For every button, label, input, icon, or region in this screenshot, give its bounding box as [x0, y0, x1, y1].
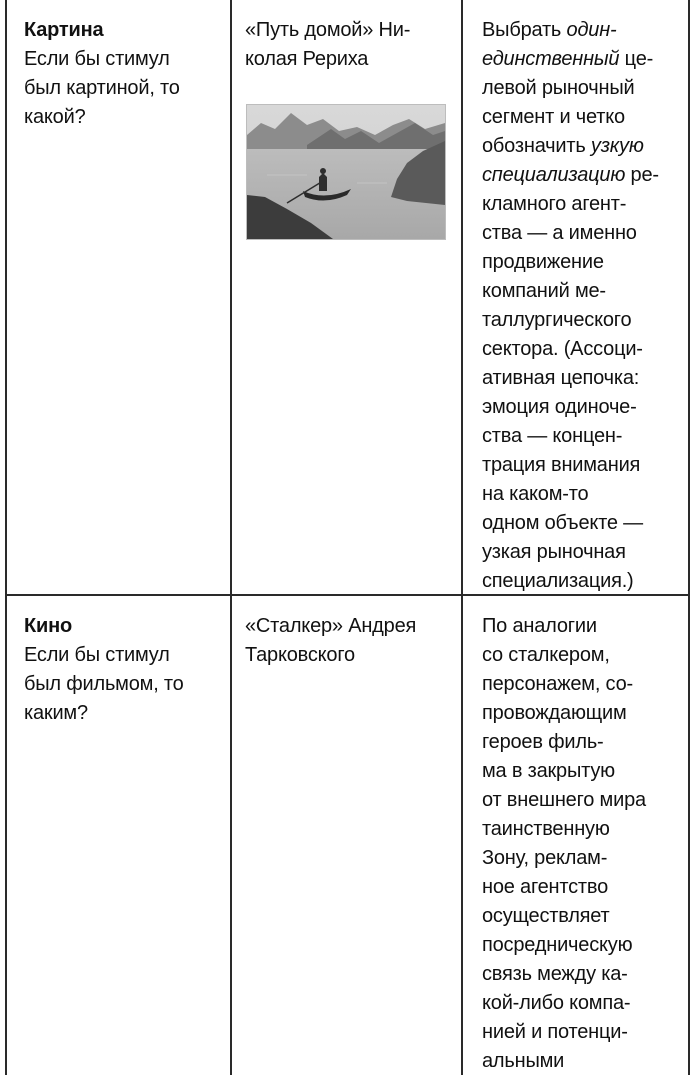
explanation-line	[482, 393, 680, 422]
explanation-text-run: связь между ка-	[482, 963, 628, 985]
explanation-line	[482, 931, 680, 960]
explanation-text-run: эмоция одиноче-	[482, 396, 637, 418]
explanation-line	[482, 902, 680, 931]
explanation-line	[482, 132, 680, 161]
explanation-text-run: ма в закрытую	[482, 760, 615, 782]
explanation-line	[482, 786, 680, 815]
explanation-line	[482, 277, 680, 306]
explanation-text-run: продвижение	[482, 251, 604, 273]
explanation-text-run: нией и потенци-	[482, 1021, 628, 1043]
explanation-line	[482, 699, 680, 728]
explanation-text-run: це-	[619, 48, 654, 70]
explanation-text-run: узкую	[590, 135, 644, 157]
explanation-text-run: трация внимания	[482, 454, 641, 476]
question-line: какой?	[24, 106, 86, 128]
explanation-text-run: осуществляет	[482, 905, 610, 927]
category-title: Картина	[24, 19, 104, 41]
explanation-line	[482, 960, 680, 989]
explanation-line	[482, 612, 680, 641]
explanation-line	[482, 74, 680, 103]
explanation-text-run: специализация.)	[482, 570, 634, 592]
explanation-line	[482, 989, 680, 1018]
category-cell	[7, 596, 232, 1075]
explanation-text-run: кламного агент-	[482, 193, 627, 215]
example-line: колая Рериха	[245, 48, 369, 70]
explanation-line	[482, 190, 680, 219]
explanation-text-run: узкая рыночная	[482, 541, 626, 563]
example-line: «Путь домой» Ни-	[245, 19, 411, 41]
explanation-line	[482, 16, 680, 45]
question-line: Если бы стимул	[24, 48, 170, 70]
explanation-line	[482, 422, 680, 451]
explanation-text-run: Зону, реклам-	[482, 847, 608, 869]
question-line: каким?	[24, 702, 88, 724]
painting-illustration	[247, 105, 445, 239]
explanation-line	[482, 567, 680, 596]
explanation-text-run: ре-	[625, 164, 659, 186]
explanation-line	[482, 306, 680, 335]
explanation-text-run: левой рыночный	[482, 77, 635, 99]
explanation-text-run: альными	[482, 1050, 565, 1072]
example-line: Тарковского	[245, 644, 355, 666]
explanation-line	[482, 45, 680, 74]
explanation-line	[482, 844, 680, 873]
explanation-text-run: ативная цепочка:	[482, 367, 640, 389]
category-cell	[7, 0, 232, 594]
explanation-line	[482, 873, 680, 902]
explanation-text-run: провождающим	[482, 702, 627, 724]
explanation-text-run: обозначить	[482, 135, 591, 157]
explanation-line	[482, 335, 680, 364]
explanation-text-run: один-	[566, 19, 617, 41]
explanation-text-run: героев филь-	[482, 731, 604, 753]
explanation-line	[482, 364, 680, 393]
explanation-text-run: от внешнего мира	[482, 789, 646, 811]
explanation-line	[482, 248, 680, 277]
stimulus-table	[5, 0, 690, 1075]
table-row	[7, 0, 688, 596]
explanation-cell	[463, 596, 688, 1075]
example-line: «Сталкер» Андрея	[245, 615, 417, 637]
explanation-text-run: компаний ме-	[482, 280, 606, 302]
explanation-text-run: ства — концен-	[482, 425, 623, 447]
question-line: был фильмом, то	[24, 673, 184, 695]
explanation-cell	[463, 0, 688, 594]
explanation-line	[482, 219, 680, 248]
explanation-text-run: сегмент и четко	[482, 106, 625, 128]
explanation-line	[482, 538, 680, 567]
explanation-text-run: Выбрать	[482, 19, 567, 41]
explanation-text-run: единственный	[482, 48, 620, 70]
table-row	[7, 596, 688, 1075]
explanation-text-run: одном объекте —	[482, 512, 643, 534]
explanation-line	[482, 1047, 680, 1076]
explanation-text-run: со сталкером,	[482, 644, 610, 666]
explanation-text-run: ства — а именно	[482, 222, 637, 244]
explanation-line	[482, 815, 680, 844]
explanation-line	[482, 451, 680, 480]
explanation-line	[482, 1018, 680, 1047]
painting-image	[246, 104, 446, 240]
explanation-line	[482, 161, 680, 190]
explanation-text-run: кой-либо компа-	[482, 992, 631, 1014]
example-cell	[232, 0, 463, 594]
question-line: Если бы стимул	[24, 644, 170, 666]
explanation-text-run: ное агентство	[482, 876, 609, 898]
explanation-line	[482, 480, 680, 509]
explanation-line	[482, 728, 680, 757]
example-cell	[232, 596, 463, 1075]
explanation-text-run: посредническую	[482, 934, 633, 956]
category-title: Кино	[24, 615, 72, 637]
explanation-line	[482, 670, 680, 699]
question-line: был картиной, то	[24, 77, 180, 99]
explanation-text-run: сектора. (Ассоци-	[482, 338, 643, 360]
explanation-text-run: на каком-то	[482, 483, 589, 505]
explanation-line	[482, 103, 680, 132]
explanation-line	[482, 641, 680, 670]
explanation-text-run: персонажем, со-	[482, 673, 633, 695]
explanation-line	[482, 509, 680, 538]
explanation-text-run: таинственную	[482, 818, 610, 840]
explanation-line	[482, 757, 680, 786]
explanation-text-run: специализацию	[482, 164, 626, 186]
explanation-text-run: По аналогии	[482, 615, 597, 637]
explanation-text-run: таллургического	[482, 309, 632, 331]
